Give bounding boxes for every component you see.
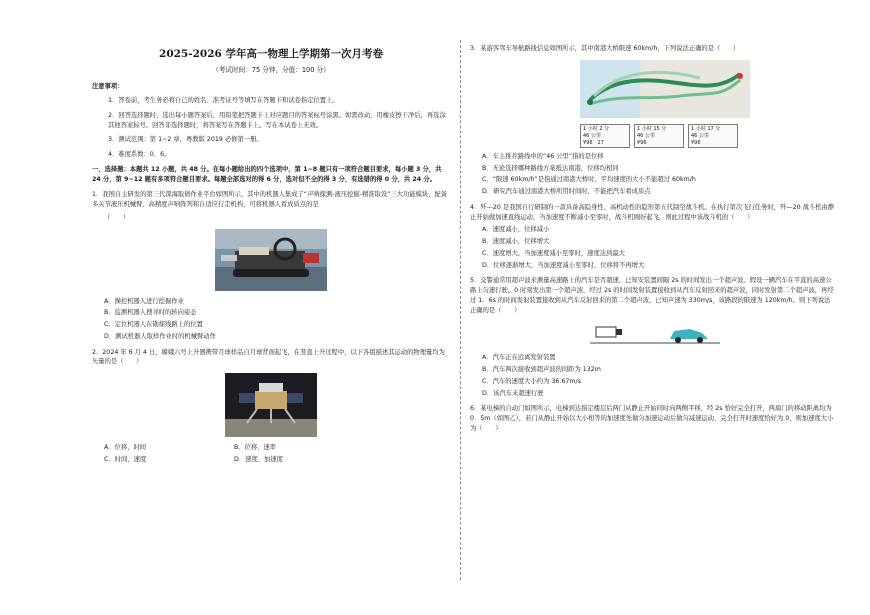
question-1-option-b: B．监测机器人搜寻时的转向姿态 [104, 309, 197, 317]
question-4-stem: 4．歼—20 是我国自行研制的一款具备高隐身性、高机动性的隐形第五代制空战斗机。在执行第次飞行任务时，歼—20 战斗机由静止开始做加速直线运动，当加速度不断减小至零时，战斗机刚好起飞，则此过程中该战斗机的（ ） [470, 203, 835, 221]
question-2-option-c: C．时间、速度 [104, 455, 147, 463]
note-item: 3．测试范围：第 1~2 章，粤教版 2019 必修第一册。 [108, 136, 263, 144]
notes-heading: 注意事项： [92, 83, 124, 91]
question-5-option-b: B．汽车两次接收到超声波的间距为 132m [482, 366, 601, 373]
question-3-option-d: D．研究汽车通过南港大桥所用时间时，不能把汽车看成质点 [482, 188, 651, 195]
question-2-option-b: B．位移、速率 [234, 444, 277, 452]
question-1-stem: 1．我国自主研发的第三代深海取债作业平台如图所示，其中的机器人集成了“声呐探测-液压挖掘-精准取设”三大功能模块，配备多关节液压机械臂、高精度声呐阵列和自适应行走机构，可将机器人看成质点的是 [92, 191, 448, 209]
question-5-option-a: A．汽车正在远离发射装置 [482, 354, 556, 362]
deep-sea-robot-photo [215, 229, 327, 291]
column-divider [460, 40, 461, 580]
question-2-stem: 2．2024 年 6 月 4 日，嫦娥六号上升器携带月球样品自月球背面起飞，在竖直上升过程中，以下各组描述其运动的物理量均为矢量的是（ ） [92, 348, 445, 366]
question-3-option-a: A．车主推荐路线中的“46 公里”指的是位移 [482, 152, 604, 160]
question-3-option-b: B．无论选择哪种路线方案抵达南港，位移均相同 [482, 164, 619, 172]
question-5-option-c: C．汽车的速度大小约为 36.67m/s [482, 377, 581, 385]
question-2-option-d: D．速度、加速度 [234, 455, 283, 463]
route-option-2[interactable]: 1 小时 15 分 46 公里 ¥96 [634, 124, 684, 148]
note-item: 1．答卷前，考生务必将自己的姓名、准考证号等填写在答题卡和试卷指定位置上。 [108, 97, 339, 105]
question-4-option-a: A．速度减小，位移减小 [482, 226, 550, 234]
question-4-option-b: B．速度减小，位移增大 [482, 238, 550, 245]
navigation-map [580, 60, 750, 118]
ultrasonic-car-figure [590, 321, 720, 347]
question-2-options-row-1 [104, 443, 450, 453]
question-6-stem: 6．某电梯的自动门如图所示，电梯到达指定楼层后两门从静止开始同时向两侧平移，经 2s 恰好完全打开，两扇门的移动距离均为 0．5m（如图乙），若门从静止开始以大小相等的加速度先做匀加速运动后做匀减速运动，完全打开时速度恰好为 0，则加速度大小为（ ） [470, 405, 834, 432]
section-heading: 一、选择题：本题共 12 小题，共 48 分。在每小题给出的四个选项中，第 1~8 题只有一项符合题目要求，每小题 3 分，共 24 分，第 9~12 题有多项符合题目要求。每题全部选对的得 6 分，选对但不全的得 3 分，有选错的得 0 分，共 24 分。 [92, 165, 442, 183]
note-item: 2．回答选择题时，选出每小题答案后，用铅笔把答题卡上对应题目的答案标号涂黑。如需改动，用橡皮擦干净后，再选涂其他答案标号。回答非选择题时，将答案写在答题卡上。写在本试卷上无效。 [108, 111, 446, 129]
question-3-option-c: C．“限速 60km/h”是指通过南港大桥时，平均速度的大小不能超过 60km/h [482, 176, 696, 184]
lunar-lander-photo [225, 373, 317, 437]
exam-title: 2025-2026 学年高一物理上学期第一次月考卷 [159, 48, 383, 60]
route-options [580, 124, 750, 148]
exam-subtitle: （考试时间：75 分钟，分值：100 分） [212, 66, 330, 75]
question-1-option-a: A．操控机器人进行挖掘作业 [104, 297, 184, 305]
question-2-option-a: A．位移、时间 [104, 444, 147, 452]
question-4-option-d: D．位移逐渐增大，当加速度减小至零时，位移将不再增大 [482, 261, 645, 269]
note-item: 4．难度系数：0．6。 [108, 151, 171, 159]
question-5-stem: 5．交警通常用超声波来测量高速路上的汽车是否超速，已知安装置间隔 2s 的时间发出一个超声波。假设一辆汽车在平直的高速公路上匀速行驶，0 时刻发出第一个超声波，经过 2s 的时间发射装置接收到从汽车反射回来的超声波，同时发射第二个超声波，再经过 1．6s 的时间发射装置接收到从汽车反射回来的第二个超声波，已知声速为 330m/s，该路段的限速为 120km/h。则下列说法正确的是（ ） [470, 277, 834, 314]
question-1-paren: （ ） [104, 213, 130, 221]
question-3-stem: 3．某游客驾车导航路线信息如图所示，其中南港大桥限速 60km/h，下列说法正确的是（ ） [470, 45, 740, 52]
navigation-map-figure [580, 60, 750, 146]
question-5-option-d: D．该汽车未超速行驶 [482, 389, 544, 397]
route-option-1[interactable]: 1 小时 2 分 46 公里 ¥96 27 [580, 124, 630, 148]
question-1-option-c: C．定位机器人在勘探线路上的位置 [104, 321, 203, 329]
left-column [92, 40, 450, 467]
question-2-options-row-2 [104, 455, 450, 465]
question-4-option-c: C．速度增大，当加速度减小至零时，速度达到最大 [482, 249, 625, 257]
right-column [470, 40, 835, 437]
route-option-3[interactable]: 1 小时 17 分 46 公里 ¥96 [688, 124, 738, 148]
question-1-option-d: D．测试机器人取样作业时的机械臂动作 [104, 332, 216, 340]
